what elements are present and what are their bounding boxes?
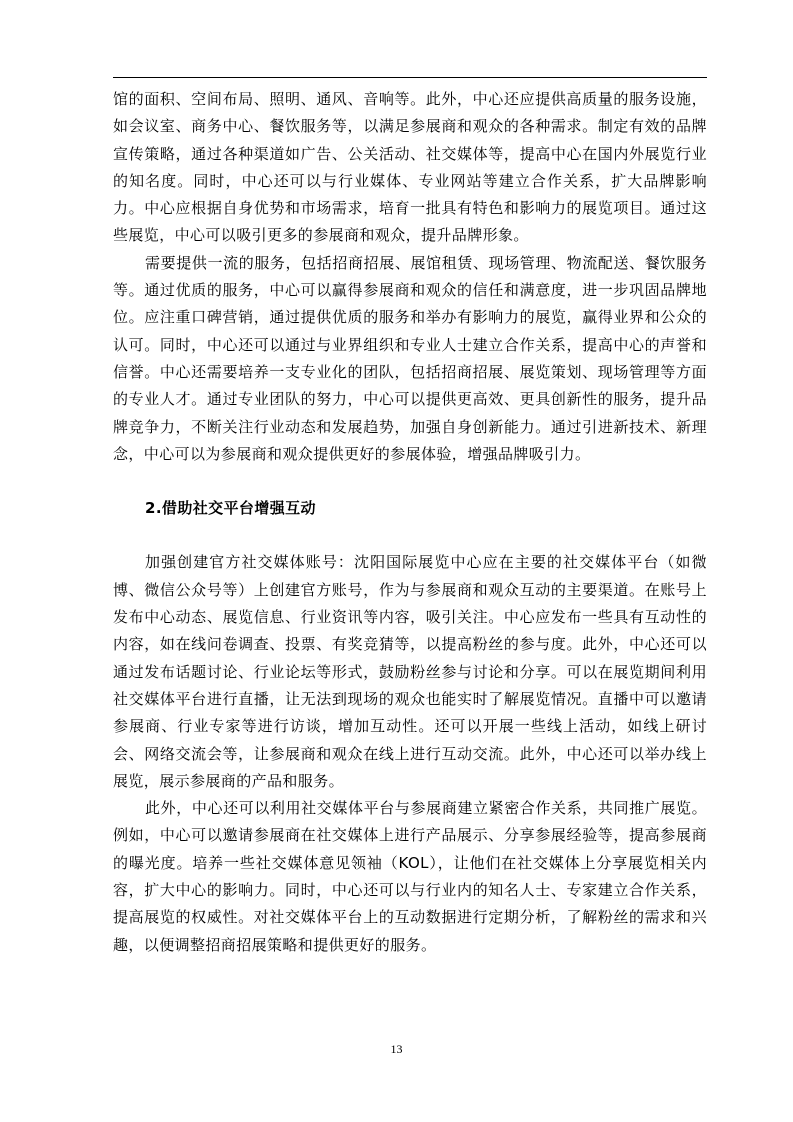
- header-rule: [113, 77, 707, 78]
- page-number: 13: [390, 1042, 403, 1056]
- paragraph-service: 需要提供一流的服务，包括招商招展、展馆租赁、现场管理、物流配送、餐饮服务等。通过优质的服务，中心可以赢得参展商和观众的信任和满意度，进一步巩固品牌地位。应注重口碑营销，通过提供优质的服务和举办有影响力的展览，赢得业界和公众的认可。同时，中心还可以通过与业界组织和专业人士建立合作关系，提高中心的声誉和信誉。中心还需要培养一支专业化的团队，包括招商招展、展览策划、现场管理等方面的专业人才。通过专业团队的努力，中心可以提供更高效、更具创新性的服务，提升品牌竞争力，不断关注行业动态和发展趋势，加强自身创新能力。通过引进新技术、新理念，中心可以为参展商和观众提供更好的参展体验，增强品牌吸引力。: [113, 253, 707, 463]
- paragraph-continued: 馆的面积、空间布局、照明、通风、音响等。此外，中心还应提供高质量的服务设施，如会议室、商务中心、餐饮服务等，以满足参展商和观众的各种需求。制定有效的品牌宣传策略，通过各种渠道如广告、公关活动、社交媒体等，提高中心在国内外展览行业的知名度。同时，中心还可以与行业媒体、专业网站等建立合作关系，扩大品牌影响力。中心应根据自身优势和市场需求，培育一批具有特色和影响力的展览项目。通过这些展览，中心可以吸引更多的参展商和观众，提升品牌形象。: [113, 90, 707, 245]
- paragraph-social-accounts: 加强创建官方社交媒体账号：沈阳国际展览中心应在主要的社交媒体平台（如微博、微信公众号等）上创建官方账号，作为与参展商和观众互动的主要渠道。在账号上发布中心动态、展览信息、行业资讯等内容，吸引关注。中心应发布一些具有互动性的内容，如在线问卷调查、投票、有奖竞猜等，以提高粉丝的参与度。此外，中心还可以通过发布话题讨论、行业论坛等形式，鼓励粉丝参与讨论和分享。可以在展览期间利用社交媒体平台进行直播，让无法到现场的观众也能实时了解展览情况。直播中可以邀请参展商、行业专家等进行访谈，增加互动性。还可以开展一些线上活动，如线上研讨会、网络交流会等，让参展商和观众在线上进行互动交流。此外，中心还可以举办线上展览，展示参展商的产品和服务。: [113, 553, 707, 790]
- page-body: [113, 86, 707, 959]
- paragraph-cooperation: 此外，中心还可以利用社交媒体平台与参展商建立紧密合作关系，共同推广展览。例如，中心可以邀请参展商在社交媒体上进行产品展示、分享参展经验等，提高参展商的曝光度。培养一些社交媒体意见领袖（KOL），让他们在社交媒体上分享展览相关内容，扩大中心的影响力。同时，中心还可以与行业内的知名人士、专家建立合作关系，提高展览的权威性。对社交媒体平台上的互动数据进行定期分析，了解粉丝的需求和兴趣，以便调整招商招展策略和提供更好的服务。: [113, 799, 707, 954]
- section-heading: 2.借助社交平台增强互动: [145, 499, 316, 518]
